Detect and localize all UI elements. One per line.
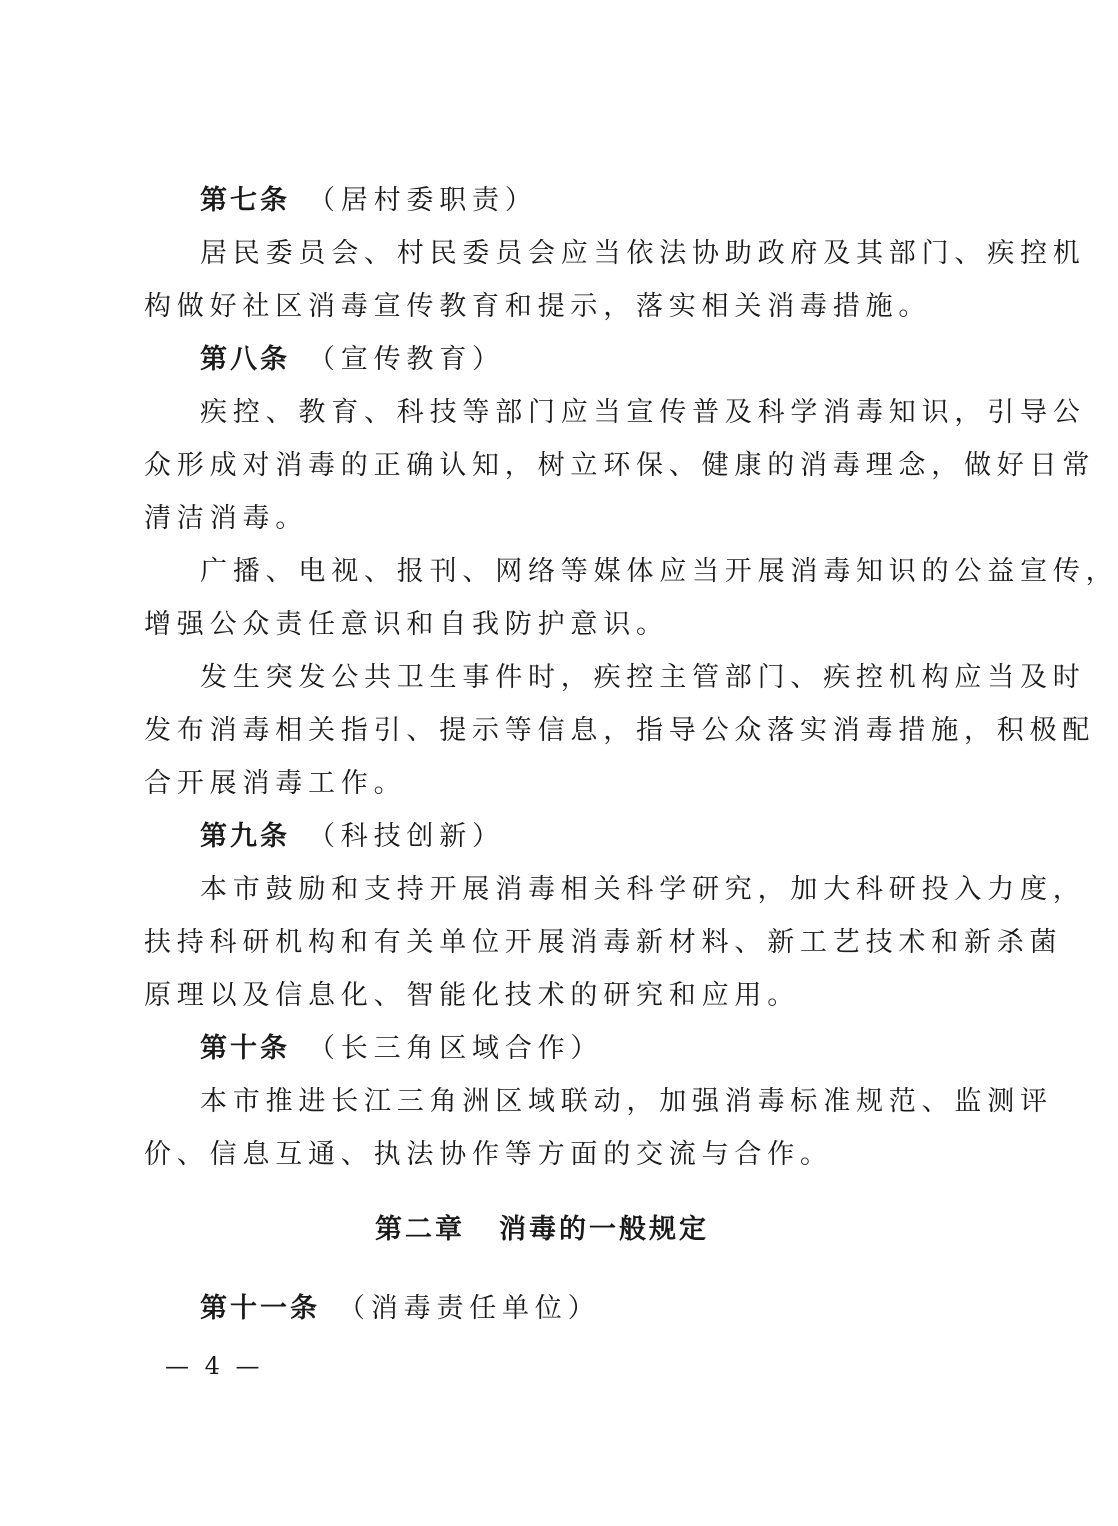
chapter-heading xyxy=(144,1203,940,1256)
article-title: （长三角区域合作） xyxy=(308,1033,604,1064)
paragraph-line: 合开展消毒工作。 xyxy=(144,768,407,799)
paragraph-line: 发布消毒相关指引、提示等信息，指导公众落实消毒措施，积极配 xyxy=(144,715,1096,746)
article-number: 第十一条 xyxy=(200,1293,320,1324)
chapter-title: 消毒的一般规定 xyxy=(499,1214,709,1245)
article-heading xyxy=(144,1282,940,1335)
article-title: （居村委职责） xyxy=(308,185,538,216)
paragraph-line: 清洁消毒。 xyxy=(144,503,308,534)
article-heading xyxy=(144,1022,940,1075)
paragraph-line: 众形成对消毒的正确认知，树立环保、健康的消毒理念，做好日常 xyxy=(144,450,1096,481)
paragraph-line: 原理以及信息化、智能化技术的研究和应用。 xyxy=(144,980,800,1011)
paragraph-line: 疾控、教育、科技等部门应当宣传普及科学消毒知识，引导公 xyxy=(200,397,1086,428)
article-title: （宣传教育） xyxy=(308,344,505,375)
paragraph-line: 构做好社区消毒宣传教育和提示，落实相关消毒措施。 xyxy=(144,291,932,322)
article-title: （科技创新） xyxy=(308,821,505,852)
article-number: 第九条 xyxy=(200,821,290,852)
paragraph-line: 居民委员会、村民委员会应当依法协助政府及其部门、疾控机 xyxy=(200,238,1086,269)
article-number: 第八条 xyxy=(200,344,290,375)
article-title: （消毒责任单位） xyxy=(338,1293,601,1324)
paragraph-line: 本市鼓励和支持开展消毒相关科学研究，加大科研投入力度， xyxy=(200,874,1086,905)
document-body xyxy=(144,174,1118,1335)
paragraph-line: 价、信息互通、执法协作等方面的交流与合作。 xyxy=(144,1139,833,1170)
article-number: 第七条 xyxy=(200,185,290,216)
paragraph-line: 增强公众责任意识和自我防护意识。 xyxy=(144,609,669,640)
paragraph-line: 发生突发公共卫生事件时，疾控主管部门、疾控机构应当及时 xyxy=(200,662,1086,693)
article-heading xyxy=(144,174,940,227)
chapter-number: 第二章 xyxy=(375,1214,465,1245)
page-number: — 4 — xyxy=(165,1352,264,1380)
paragraph-line: 本市推进长江三角洲区域联动，加强消毒标准规范、监测评 xyxy=(200,1086,1053,1117)
paragraph-line: 扶持科研机构和有关单位开展消毒新材料、新工艺技术和新杀菌 xyxy=(144,927,1063,958)
article-number: 第十条 xyxy=(200,1033,290,1064)
paragraph-line: 广播、电视、报刊、网络等媒体应当开展消毒知识的公益宣传， xyxy=(200,556,1118,587)
article-heading xyxy=(144,810,940,863)
article-heading xyxy=(144,333,940,386)
